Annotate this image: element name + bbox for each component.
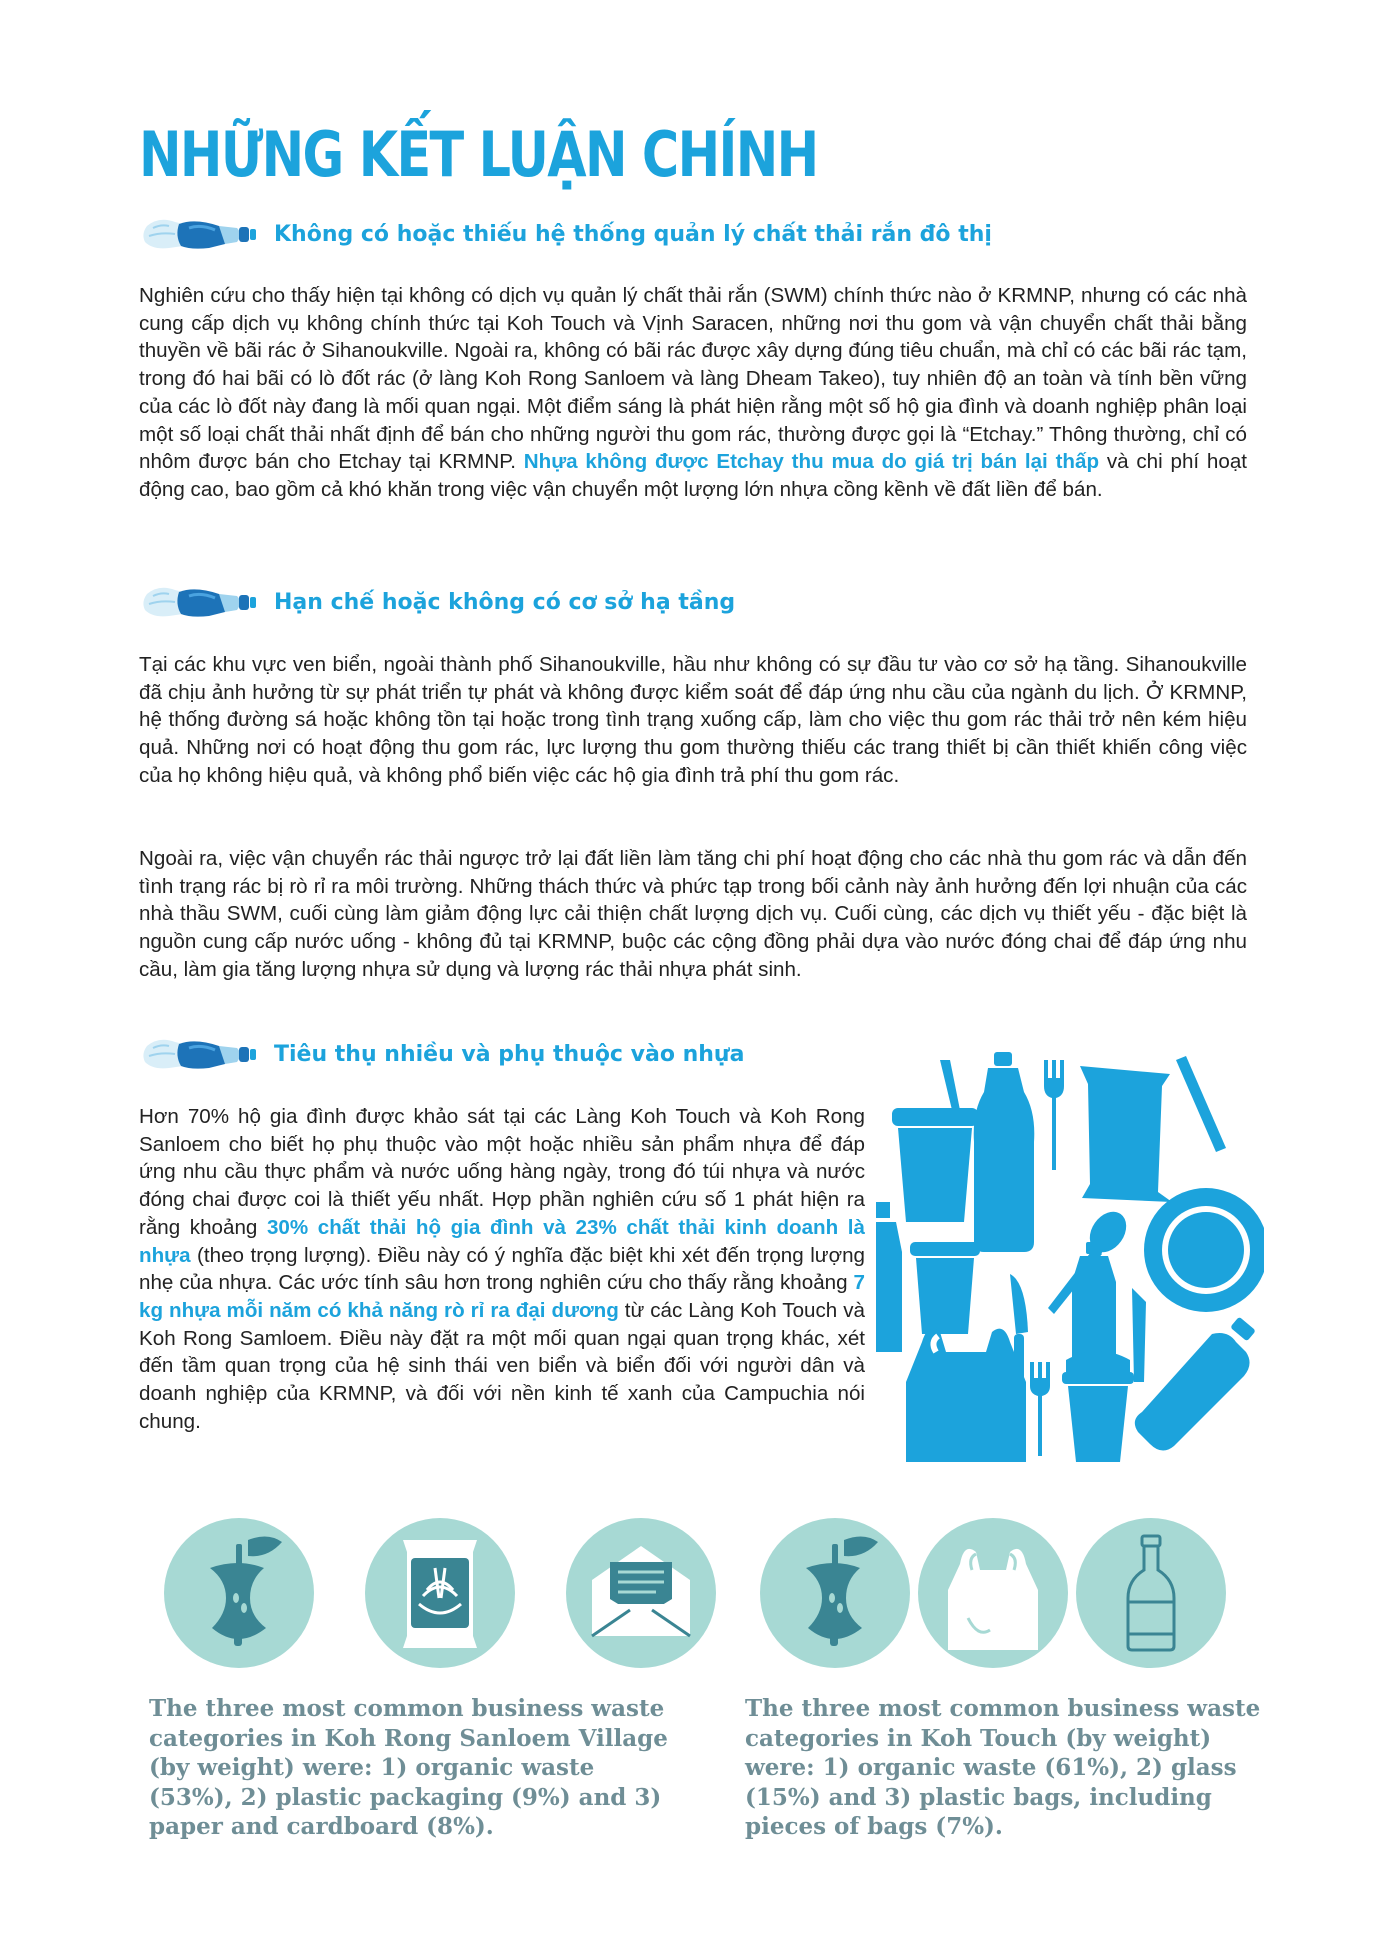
highlighted-text: Nhựa không được Etchay thu mua do giá trị bán lại thấp	[523, 450, 1100, 474]
paragraph-text: Hơn 70% hộ gia đình được khảo sát tại các Làng Koh Touch và Koh Rong Sanloem cho biết họ phụ thuộc vào một hoặc nhiều sản phẩm nhựa để đáp ứng nhu cầu thực phẩm và nước uống hàng ngày, trong đó túi nhựa và nước đóng chai được coi là thiết yếu nhất. Hợp phần nghiên cứu số 1 phát hiện ra rằng khoảng	[139, 1105, 865, 1239]
plastic-bottle-icon	[139, 1032, 264, 1076]
section-3-paragraph	[139, 1103, 865, 1435]
envelope-icon	[566, 1518, 716, 1668]
caption-line: The three most common business waste	[149, 1695, 665, 1722]
plastic-straw-icon	[1132, 1288, 1146, 1382]
infographic-caption	[745, 1694, 1305, 1842]
plastic-cup-icon	[1062, 1351, 1134, 1462]
infographic-koh-rong-sanloem	[149, 1510, 720, 1850]
plastic-fork-icon	[1030, 1362, 1050, 1456]
caption-line: pieces of bags (7%).	[745, 1813, 1003, 1840]
highlighted-text: 7 kg nhựa mỗi năm có khả năng rò rỉ ra đại dương	[139, 1271, 865, 1322]
infographic-caption	[149, 1694, 729, 1842]
apple-core-icon	[760, 1518, 910, 1668]
section-title: Hạn chế hoặc không có cơ sở hạ tầng	[274, 589, 736, 615]
plastic-cup-icon	[910, 1242, 980, 1334]
caption-line: The three most common business waste	[745, 1695, 1261, 1722]
plastic-fork-icon	[1044, 1060, 1064, 1170]
section-heading-2	[139, 580, 735, 624]
glass-bottle-icon	[1076, 1518, 1226, 1668]
plastic-bag-icon	[918, 1518, 1068, 1668]
paragraph-text: Nghiên cứu cho thấy hiện tại không có dịch vụ quản lý chất thải rắn (SWM) chính thức nào ở KRMNP, nhưng có các nhà cung cấp dịch vụ không chính thức tại Koh Touch và Vịnh Saracen, những nơi thu gom và vận chuyển chất thải bằng thuyền về bãi rác ở Sihanoukville. Ngoài ra, không có bãi rác được xây dựng đúng tiêu chuẩn, mà chỉ có các bãi rác tạm, trong đó hai bãi có lò đốt rác (ở làng Koh Rong Sanloem và làng Dheam Takeo), tuy nhiên độ an toàn và tính bền vững của các lò đốt này đang là mối quan ngại. Một điểm sáng là phát hiện rằng một số hộ gia đình và doanh nghiệp phân loại một số loại chất thải nhất định để bán cho những người thu gom rác, thường được gọi là “Etchay.” Thông thường, chỉ có nhôm được bán cho Etchay tại KRMNP.	[139, 284, 1247, 474]
plastic-bottle-icon	[139, 212, 264, 256]
plastic-bottle-icon	[139, 580, 264, 624]
highlighted-text: 30% chất thải hộ gia đình và 23% chất thải kinh doanh là nhựa	[139, 1215, 865, 1267]
caption-line: categories in Koh Touch (by weight)	[745, 1724, 1212, 1752]
paragraph-text: và chi phí hoạt động cao, bao gồm cả khó khăn trong việc vận chuyển một lượng lớn nhựa cồng kềnh về đất liền để bán.	[139, 450, 1247, 501]
caption-line: (53%), 2) plastic packaging (9%) and 3)	[149, 1783, 662, 1811]
plastic-bottle-icon	[876, 1202, 902, 1352]
plastic-cup-icon	[892, 1060, 978, 1222]
plastic-straw-icon	[1176, 1056, 1226, 1152]
section-1-paragraph	[139, 282, 1247, 504]
plastic-items-illustration	[876, 1052, 1264, 1462]
section-2-paragraph-1: Tại các khu vực ven biển, ngoài thành phố Sihanoukville, hầu như không có sự đầu tư vào cơ sở hạ tầng. Sihanoukville đã chịu ảnh hưởng từ sự phát triển tự phát và không được kiểm soát để đáp ứng nhu cầu của ngành du lịch. Ở KRMNP, hệ thống đường sá hoặc không tồn tại hoặc trong tình trạng xuống cấp, làm cho việc thu gom rác thải trở nên kém hiệu quả. Những nơi có hoạt động thu gom rác, lực lượng thu gom thường thiếu các trang thiết bị cần thiết khiến công việc của họ không hiệu quả, và không phổ biến việc các hộ gia đình trả phí thu gom rác.	[139, 653, 1247, 787]
apple-core-icon	[164, 1518, 314, 1668]
section-heading-1	[139, 212, 992, 256]
caption-line: paper and cardboard (8%).	[149, 1813, 494, 1840]
plastic-packet-icon	[1080, 1066, 1172, 1202]
caption-line: were: 1) organic waste (61%), 2) glass	[745, 1754, 1237, 1781]
section-title: Không có hoặc thiếu hệ thống quản lý chất thải rắn đô thị	[274, 221, 992, 247]
section-2-paragraph-2: Ngoài ra, việc vận chuyển rác thải ngược trở lại đất liền làm tăng chi phí hoạt động cho các nhà thu gom rác và dẫn đến tình trạng rác bị rò rỉ ra môi trường. Những thách thức và phức tạp trong bối cảnh này ảnh hưởng đến lợi nhuận của các nhà thầu SWM, cuối cùng làm giảm động lực cải thiện chất lượng dịch vụ. Cuối cùng, các dịch vụ thiết yếu - đặc biệt là nguồn cung cấp nước uống - không đủ tại KRMNP, buộc các cộng đồng phải dựa vào nước đóng chai để đáp ứng nhu cầu, làm gia tăng lượng nhựa sử dụng và lượng rác thải nhựa phát sinh.	[139, 847, 1247, 981]
caption-line: (15%) and 3) plastic bags, including	[745, 1783, 1212, 1811]
section-heading-3	[139, 1032, 744, 1076]
plastic-plate-icon	[1144, 1188, 1264, 1312]
page-title: NHỮNG KẾT LUẬN CHÍNH	[139, 118, 818, 191]
caption-line: (by weight) were: 1) organic waste	[149, 1754, 595, 1781]
paragraph-text: (theo trọng lượng). Điều này có ý nghĩa đặc biệt khi xét đến trọng lượng nhẹ của nhựa. Các ước tính sâu hơn trong nghiên cứu cho thấy rằng khoảng	[139, 1243, 865, 1295]
plastic-bag-icon	[906, 1329, 1026, 1462]
infographic-koh-touch	[745, 1510, 1316, 1850]
plastic-bottle-icon	[1135, 1317, 1256, 1451]
food-packaging-icon	[365, 1518, 515, 1668]
paragraph-text: từ các Làng Koh Touch và Koh Rong Samloem. Điều này đặt ra một mối quan ngại quan trọng khác, xét đến tầm quan trọng của hệ sinh thái ven biển và biển đối với người dân và doanh nghiệp của KRMNP, và đối với nền kinh tế xanh của Campuchia nói chung.	[139, 1298, 865, 1433]
section-title: Tiêu thụ nhiều và phụ thuộc vào nhựa	[274, 1041, 745, 1067]
plastic-bottle-icon	[974, 1052, 1035, 1252]
caption-line: categories in Koh Rong Sanloem Village	[149, 1724, 668, 1752]
